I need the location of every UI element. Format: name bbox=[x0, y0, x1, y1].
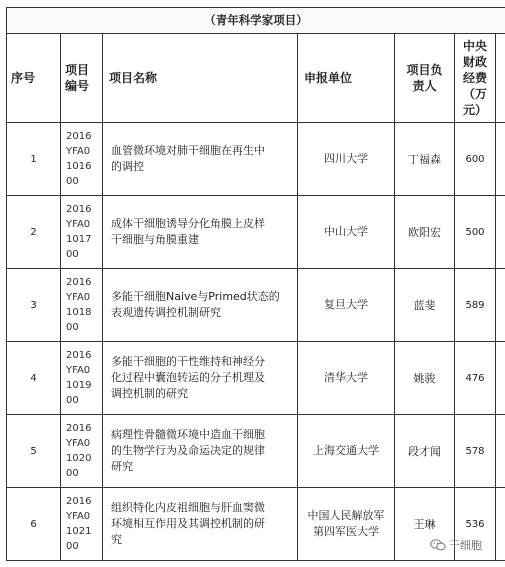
cell-project-name bbox=[103, 342, 298, 415]
cell-unit bbox=[298, 123, 395, 196]
cell-fund: 536 bbox=[455, 488, 496, 561]
unit-line: 上海交通大学 bbox=[313, 444, 379, 457]
code-line: 00 bbox=[66, 541, 79, 552]
name-line: 的生物学行为及命运决定的规律 bbox=[111, 444, 265, 457]
cell-project-code bbox=[61, 123, 103, 196]
cell-unit bbox=[298, 196, 395, 269]
code-line: 00 bbox=[66, 395, 79, 406]
code-line: 00 bbox=[66, 176, 79, 187]
header-fund-line: 元） bbox=[462, 103, 487, 117]
unit-line: 清华大学 bbox=[324, 371, 368, 384]
name-line: 究 bbox=[111, 533, 122, 546]
code-line: YFA0 bbox=[66, 511, 91, 522]
code-line: 1018 bbox=[66, 307, 92, 318]
cell-unit bbox=[298, 488, 395, 561]
cell-person: 姚骏 bbox=[395, 342, 455, 415]
code-line: 00 bbox=[66, 468, 79, 479]
code-line: 2016 bbox=[66, 423, 92, 434]
name-line: 的调控 bbox=[111, 160, 144, 173]
table-row bbox=[7, 269, 505, 342]
name-line: 多能干细胞Naive与Primed状态的 bbox=[111, 290, 280, 303]
name-line: 组织特化内皮祖细胞与肝血窦微 bbox=[111, 501, 265, 514]
cell-project-code bbox=[61, 342, 103, 415]
code-line: 1021 bbox=[66, 526, 92, 537]
unit-line: 第四军医大学 bbox=[313, 525, 379, 538]
code-line: 1020 bbox=[66, 453, 92, 464]
cell-project-code bbox=[61, 415, 103, 488]
table-row bbox=[7, 342, 505, 415]
cell-person: 蓝斐 bbox=[395, 269, 455, 342]
cell-project-name bbox=[103, 415, 298, 488]
cell-person: 段才闻 bbox=[395, 415, 455, 488]
cell-unit bbox=[298, 415, 395, 488]
cell-edge bbox=[496, 123, 505, 196]
cell-edge bbox=[496, 342, 505, 415]
unit-line: 中山大学 bbox=[324, 225, 368, 238]
unit-line: 中国人民解放军 bbox=[307, 509, 385, 522]
code-line: 2016 bbox=[66, 277, 92, 288]
header-code-line: 项目 bbox=[65, 63, 90, 77]
header-fund bbox=[455, 34, 496, 123]
watermark bbox=[430, 537, 482, 553]
name-line: 化过程中囊泡转运的分子机理及 bbox=[111, 371, 265, 384]
cell-fund: 589 bbox=[455, 269, 496, 342]
code-line: 2016 bbox=[66, 131, 92, 142]
header-person-line: 项目负 bbox=[406, 63, 443, 77]
code-line: 1017 bbox=[66, 234, 92, 245]
cell-project-code bbox=[61, 488, 103, 561]
code-line: 1016 bbox=[66, 161, 92, 172]
code-line: YFA0 bbox=[66, 292, 91, 303]
cell-person: 王琳 bbox=[395, 488, 455, 561]
code-line: 00 bbox=[66, 249, 79, 260]
cell-edge bbox=[496, 269, 505, 342]
cell-edge bbox=[496, 415, 505, 488]
cell-fund: 500 bbox=[455, 196, 496, 269]
cell-index: 3 bbox=[7, 269, 61, 342]
cell-person: 丁福森 bbox=[395, 123, 455, 196]
cell-unit bbox=[298, 342, 395, 415]
cell-edge bbox=[496, 196, 505, 269]
name-line: 干细胞与角膜重建 bbox=[111, 233, 199, 246]
cell-fund: 600 bbox=[455, 123, 496, 196]
header-code bbox=[61, 34, 103, 123]
cell-project-code bbox=[61, 196, 103, 269]
header-fund-line: （万 bbox=[462, 87, 487, 101]
code-line: YFA0 bbox=[66, 146, 91, 157]
header-unit: 申报单位 bbox=[298, 34, 395, 123]
header-fund-line: 经费 bbox=[462, 71, 487, 85]
name-line: 多能干细胞的干性维持和神经分 bbox=[111, 355, 265, 368]
unit-line: 四川大学 bbox=[324, 152, 368, 165]
code-line: 2016 bbox=[66, 204, 92, 215]
cell-project-name bbox=[103, 196, 298, 269]
header-fund-line: 财政 bbox=[462, 55, 487, 69]
code-line: 00 bbox=[66, 322, 79, 333]
table-row bbox=[7, 196, 505, 269]
cell-unit bbox=[298, 269, 395, 342]
cell-project-name bbox=[103, 123, 298, 196]
header-person bbox=[395, 34, 455, 123]
unit-line: 复旦大学 bbox=[324, 298, 368, 311]
table-row bbox=[7, 415, 505, 488]
table-body bbox=[7, 123, 505, 561]
cell-index: 2 bbox=[7, 196, 61, 269]
name-line: 环境相互作用及其调控机制的研 bbox=[111, 517, 265, 530]
cell-fund: 476 bbox=[455, 342, 496, 415]
cell-index: 1 bbox=[7, 123, 61, 196]
cell-project-code bbox=[61, 269, 103, 342]
cell-index: 5 bbox=[7, 415, 61, 488]
name-line: 成体干细胞诱导分化角膜上皮样 bbox=[111, 217, 265, 230]
code-line: YFA0 bbox=[66, 219, 91, 230]
code-line: 2016 bbox=[66, 496, 92, 507]
name-line: 病理性骨髓微环境中造血干细胞 bbox=[111, 428, 265, 441]
name-line: 研究 bbox=[111, 460, 133, 473]
name-line: 调控机制的研究 bbox=[111, 387, 188, 400]
cell-index: 4 bbox=[7, 342, 61, 415]
header-edge bbox=[496, 34, 505, 123]
wechat-icon bbox=[430, 539, 446, 551]
code-line: 1019 bbox=[66, 380, 92, 391]
cell-fund: 578 bbox=[455, 415, 496, 488]
header-fund-line: 中央 bbox=[462, 39, 487, 53]
code-line: YFA0 bbox=[66, 438, 91, 449]
code-line: 2016 bbox=[66, 350, 92, 361]
cell-project-name bbox=[103, 269, 298, 342]
table-row bbox=[7, 123, 505, 196]
header-person-line: 责人 bbox=[412, 79, 437, 93]
header-index: 序号 bbox=[7, 34, 61, 123]
name-line: 血管微环境对肺干细胞在再生中 bbox=[111, 144, 265, 157]
cell-edge bbox=[496, 488, 505, 561]
name-line: 表观遗传调控机制研究 bbox=[111, 306, 221, 319]
header-name: 项目名称 bbox=[103, 34, 298, 123]
project-table bbox=[6, 7, 505, 561]
table-title: （青年科学家项目） bbox=[7, 8, 505, 34]
cell-index: 6 bbox=[7, 488, 61, 561]
watermark-text: 干细胞 bbox=[449, 539, 482, 552]
cell-project-name bbox=[103, 488, 298, 561]
header-row bbox=[7, 34, 505, 123]
header-code-line: 编号 bbox=[65, 79, 90, 93]
cell-person: 欧阳宏 bbox=[395, 196, 455, 269]
code-line: YFA0 bbox=[66, 365, 91, 376]
